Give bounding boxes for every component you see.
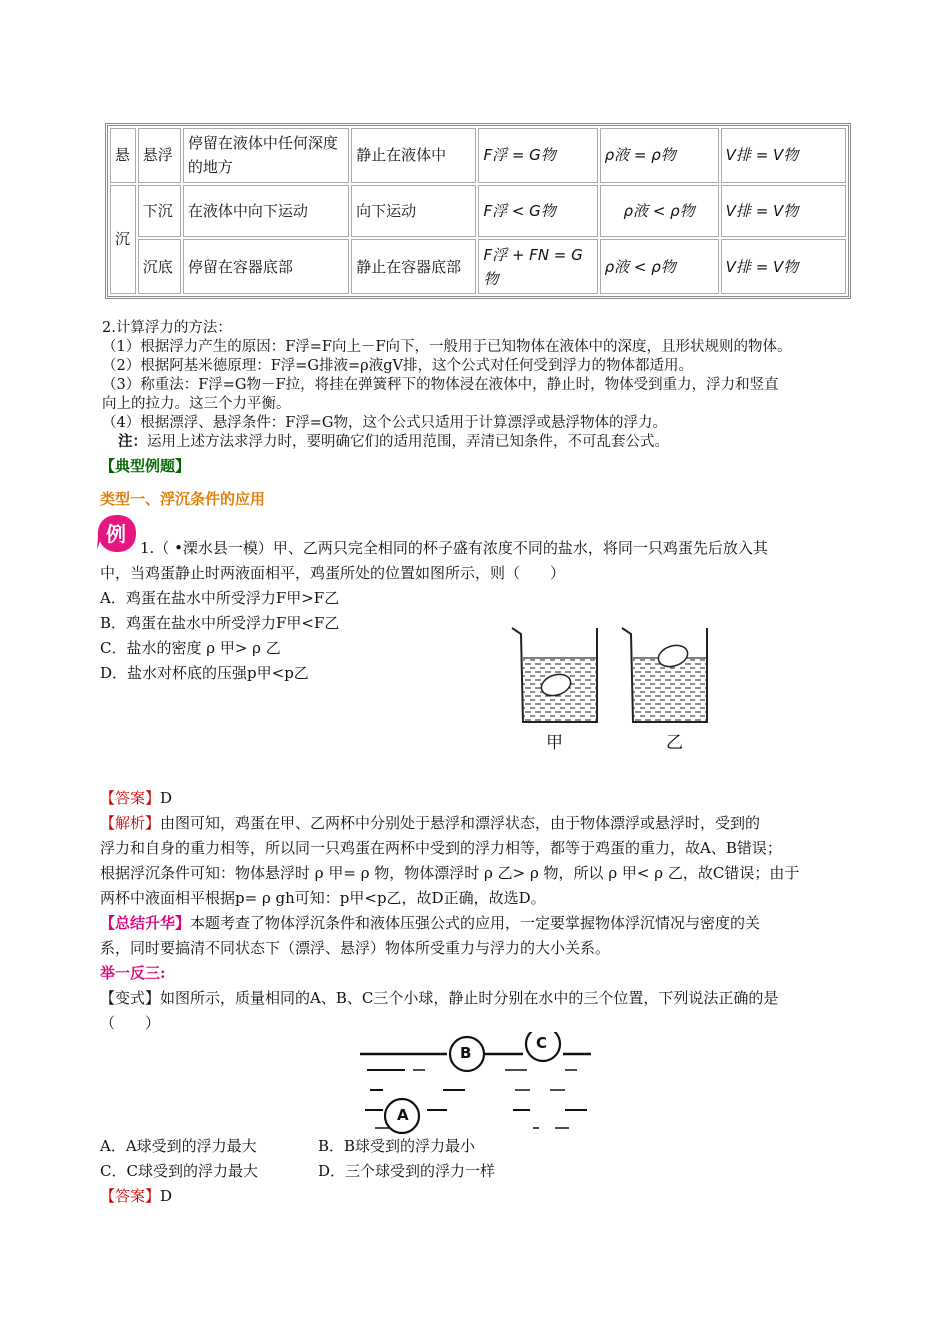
type-heading: 类型一、浮沉条件的应用	[100, 490, 266, 508]
q1-stem-line2: 中，当鸡蛋静止时两液面相平，鸡蛋所处的位置如图所示，则（ ）	[100, 564, 566, 582]
example-badge	[96, 512, 136, 552]
table-row	[110, 239, 846, 294]
density-cell: ρ液 = ρ物	[600, 128, 719, 183]
q1-option-c: C．盐水的密度 ρ 甲> ρ 乙	[100, 639, 281, 657]
float-sink-table	[105, 123, 851, 299]
force-cell: F浮 < G物	[478, 185, 597, 238]
description-cell: 停留在容器底部	[183, 239, 349, 294]
density-cell: ρ液 < ρ物	[600, 239, 719, 294]
beakers-figure	[505, 622, 725, 752]
balls-figure	[355, 1032, 595, 1134]
density-cell: ρ液 < ρ物	[600, 185, 719, 238]
answer-value: D	[160, 789, 173, 807]
q1-stem-line1: 1.（ •溧水县一模）甲、乙两只完全相同的杯子盛有浓度不同的盐水，将同一只鸡蛋先后放入其	[140, 539, 768, 557]
q1-analysis-line1	[100, 811, 855, 835]
method-3: （3）称重法：F浮=G物－F拉，将挂在弹簧秤下的物体浸在液体中，静止时，物体受到重力，浮力和竖直	[102, 377, 779, 393]
method-3-continued: 向上的拉力。这三个力平衡。	[102, 396, 291, 412]
table-row	[110, 185, 846, 238]
example-badge-label: 例	[106, 522, 126, 546]
summary-label: 【总结升华】	[100, 914, 191, 932]
state-cell: 下沉	[138, 185, 181, 238]
q1-analysis-line2: 浮力和自身的重力相等，所以同一只鸡蛋在两杯中受到的浮力相等，都等于鸡蛋的重力，故A、B错误；	[100, 839, 782, 857]
variant-answer-label: 【答案】	[100, 1187, 161, 1205]
volume-cell: V排 = V物	[721, 185, 846, 238]
q1-answer	[100, 786, 855, 810]
q1-option-a: A．鸡蛋在盐水中所受浮力F甲>F乙	[100, 589, 340, 607]
q1-summary-line1	[100, 911, 855, 935]
q1-option-b: B．鸡蛋在盐水中所受浮力F甲<F乙	[100, 614, 340, 632]
beaker-yi	[622, 628, 707, 722]
variant-option-d: D．三个球受到的浮力一样	[318, 1162, 496, 1180]
q1-summary-line2: 系，同时要搞清不同状态下（漂浮、悬浮）物体所受重力与浮力的大小关系。	[100, 939, 611, 957]
description-cell: 在液体中向下运动	[183, 185, 349, 238]
variant-stem-line2: （ ）	[100, 1014, 161, 1032]
volume-cell: V排 = V物	[721, 239, 846, 294]
note	[118, 432, 669, 452]
answer-label: 【答案】	[100, 789, 161, 807]
beaker-jia	[512, 628, 597, 722]
volume-cell: V排 = V物	[721, 128, 846, 183]
analysis-label: 【解析】	[100, 814, 161, 832]
variant-option-a: A．A球受到的浮力最大	[100, 1137, 257, 1155]
section-heading: 【典型例题】	[100, 457, 191, 475]
motion-cell: 静止在液体中	[351, 128, 476, 183]
category-cell: 沉	[110, 185, 136, 294]
note-text: 运用上述方法求浮力时，要明确它们的适用范围，弄清已知条件，不可乱套公式。	[147, 434, 669, 450]
state-cell: 沉底	[138, 239, 181, 294]
beaker-label-yi: 乙	[666, 733, 683, 753]
variant-stem-text: 如图所示，质量相同的A、B、C三个小球，静止时分别在水中的三个位置，下列说法正确的是	[160, 989, 779, 1007]
variant-label: 【变式】	[100, 989, 161, 1007]
ball-c-label: C	[536, 1034, 548, 1052]
q1-option-d: D．盐水对杯底的压强p甲<p乙	[100, 664, 309, 682]
method-4: （4）根据漂浮、悬浮条件：F浮=G物，这个公式只适用于计算漂浮或悬浮物体的浮力。	[102, 415, 668, 431]
ball-b-label: B	[460, 1044, 472, 1062]
methods-title: 2.计算浮力的方法：	[102, 320, 232, 336]
motion-cell: 静止在容器底部	[351, 239, 476, 294]
q1-analysis-line3: 根据浮沉条件可知：物体悬浮时 ρ 甲= ρ 物，物体漂浮时 ρ 乙> ρ 物，所以 ρ 甲< ρ 乙，故C错误；由于	[100, 864, 800, 882]
analysis-text: 由图可知，鸡蛋在甲、乙两杯中分别处于悬浮和漂浮状态，由于物体漂浮或悬浮时，受到的	[160, 814, 761, 832]
table-row	[110, 128, 846, 183]
variant-answer-value: D	[160, 1187, 173, 1205]
force-cell: F浮 + FN = G物	[478, 239, 597, 294]
q1-analysis-line4: 两杯中液面相平根据p= ρ gh可知：p甲<p乙，故D正确，故选D。	[100, 889, 546, 907]
note-label: 注：	[118, 433, 147, 450]
method-1: （1）根据浮力产生的原因：F浮=F向上－F向下，一般用于已知物体在液体中的深度，且形状规则的物体。	[102, 339, 792, 355]
variant-stem-line1	[100, 986, 855, 1010]
ball-a-label: A	[397, 1106, 409, 1124]
state-cell: 悬浮	[138, 128, 181, 183]
variant-option-c: C．C球受到的浮力最大	[100, 1162, 258, 1180]
method-2: （2）根据阿基米德原理：F浮=G排液=ρ液gV排，这个公式对任何受到浮力的物体都适用。	[102, 358, 693, 374]
description-cell: 停留在液体中任何深度的地方	[183, 128, 349, 183]
motion-cell: 向下运动	[351, 185, 476, 238]
category-cell: 悬	[110, 128, 136, 183]
variant-heading: 举一反三:	[100, 964, 166, 982]
beaker-label-jia: 甲	[546, 733, 563, 753]
variant-option-b: B．B球受到的浮力最小	[318, 1137, 476, 1155]
variant-answer	[100, 1184, 855, 1208]
force-cell: F浮 = G物	[478, 128, 597, 183]
summary-text: 本题考查了物体浮沉条件和液体压强公式的应用，一定要掌握物体浮沉情况与密度的关	[190, 914, 761, 932]
